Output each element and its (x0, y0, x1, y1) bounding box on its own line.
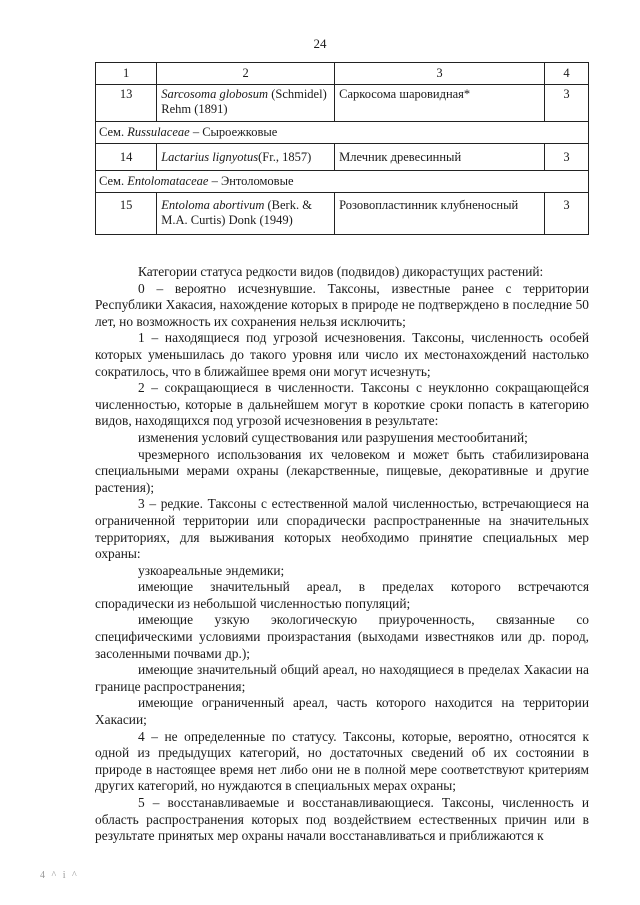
paragraph-category-3-item-4: имеющие значительный общий ареал, но находящиеся в пределах Хакасии на границе распространения; (95, 662, 589, 694)
family-russian: – Сыроежковые (189, 125, 278, 139)
paragraph-category-1: 1 – находящиеся под угрозой исчезновения. Таксоны, численность особей которых уменьшилась до такого уровня или число их местонахождений настолько сократилось, что в ближайшее время они могут исчезнуть; (95, 330, 589, 379)
status-category: 3 (544, 144, 588, 171)
table-header-row (96, 63, 589, 85)
family-name (96, 171, 589, 193)
latin-binomial: Entoloma abortivum (161, 198, 265, 212)
species-russian-name: Саркосома шаровидная* (335, 85, 545, 122)
paragraph-category-3-item-2: имеющие значительный ареал, в пределах которого встречаются спорадически из небольшой численностью популяций; (95, 579, 589, 611)
paragraph-category-3: 3 – редкие. Таксоны с естественной малой численностью, встречающиеся на ограниченной территории или спорадически распространенные на значительных территориях, для выживания которых необходимо принятие специальных мер охраны: (95, 496, 589, 562)
scan-mark: 4 ^ i ^ (40, 870, 79, 881)
family-row (96, 122, 589, 144)
table-row (96, 193, 589, 235)
row-number: 15 (96, 193, 157, 235)
latin-binomial: Sarcosoma globosum (161, 87, 269, 101)
status-category: 3 (544, 193, 588, 235)
paragraph-category-5: 5 – восстанавливаемые и восстанавливающиеся. Таксоны, численность и область распространения которых под воздействием естественных причин или в результате принятых мер охраны начали восстанавливаться и приближаются к (95, 795, 589, 844)
body-text (95, 264, 589, 845)
family-row (96, 171, 589, 193)
family-latin: Russulaceae (127, 125, 190, 139)
paragraph-category-4: 4 – не определенные по статусу. Таксоны, которые, вероятно, относятся к одной из предыдущих категорий, но достаточных сведений об их состоянии в природе в настоящее время нет либо они не в полной мере соответствуют критериям других категорий, но нуждаются в специальных мерах охраны; (95, 728, 589, 794)
species-latin-name (157, 193, 335, 235)
family-latin: Entolomataceae (127, 174, 209, 188)
table-row (96, 85, 589, 122)
table-row (96, 144, 589, 171)
row-number: 13 (96, 85, 157, 122)
paragraph-category-3-item-1: узкоареальные эндемики; (138, 562, 285, 578)
family-label: Сем. (99, 174, 128, 188)
family-name (96, 122, 589, 144)
species-author: (Berk. & M.A. Curtis) Donk (1949) (161, 198, 312, 227)
header-col-1: 1 (96, 63, 157, 85)
species-russian-name: Млечник древесинный (335, 144, 545, 171)
family-label: Сем. (99, 125, 128, 139)
paragraph-intro: Категории статуса редкости видов (подвидов) дикорастущих растений: (138, 264, 544, 279)
species-latin-name (157, 144, 335, 171)
species-author: (Schmidel) Rehm (1891) (161, 87, 327, 116)
paragraph-category-2-cause-2: чрезмерного использования их человеком и может быть стабилизирована специальными мерами охраны (лекарственные, пищевые, декоративные и другие растения); (95, 446, 589, 495)
species-russian-name: Розовопластинник клубненосный (335, 193, 545, 235)
species-latin-name (157, 85, 335, 122)
header-col-3: 3 (335, 63, 545, 85)
family-russian: – Энтоломовые (208, 174, 294, 188)
page-number: 24 (313, 36, 327, 51)
latin-binomial: Lactarius lignyotus (161, 150, 259, 164)
paragraph-category-2-cause-1: изменения условий существования или разрушения местообитаний; (138, 429, 528, 445)
header-col-4: 4 (544, 63, 588, 85)
species-table (95, 62, 589, 235)
paragraph-category-2: 2 – сокращающиеся в численности. Таксоны с неуклонно сокращающейся численностью, которые в дальнейшем могут в короткие сроки попасть в категорию видов, находящихся под угрозой исчезновения в результате: (95, 380, 589, 429)
row-number: 14 (96, 144, 157, 171)
paragraph-category-3-item-5: имеющие ограниченный ареал, часть которого находится на территории Хакасии; (95, 695, 589, 728)
paragraph-category-0: 0 – вероятно исчезнувшие. Таксоны, известные ранее с территории Республики Хакасия, нахождение которых в природе не подтверждено в последние 50 лет, но возможность их сохранения нельзя исключить; (95, 280, 589, 329)
species-author: (Fr., 1857) (258, 150, 312, 164)
paragraph-category-3-item-3: имеющие узкую экологическую приуроченность, связанные со специфическими условиями произрастания (выходами известняков или др. пород, засоленными почвами др.); (95, 612, 589, 661)
status-category: 3 (544, 85, 588, 122)
header-col-2: 2 (157, 63, 335, 85)
